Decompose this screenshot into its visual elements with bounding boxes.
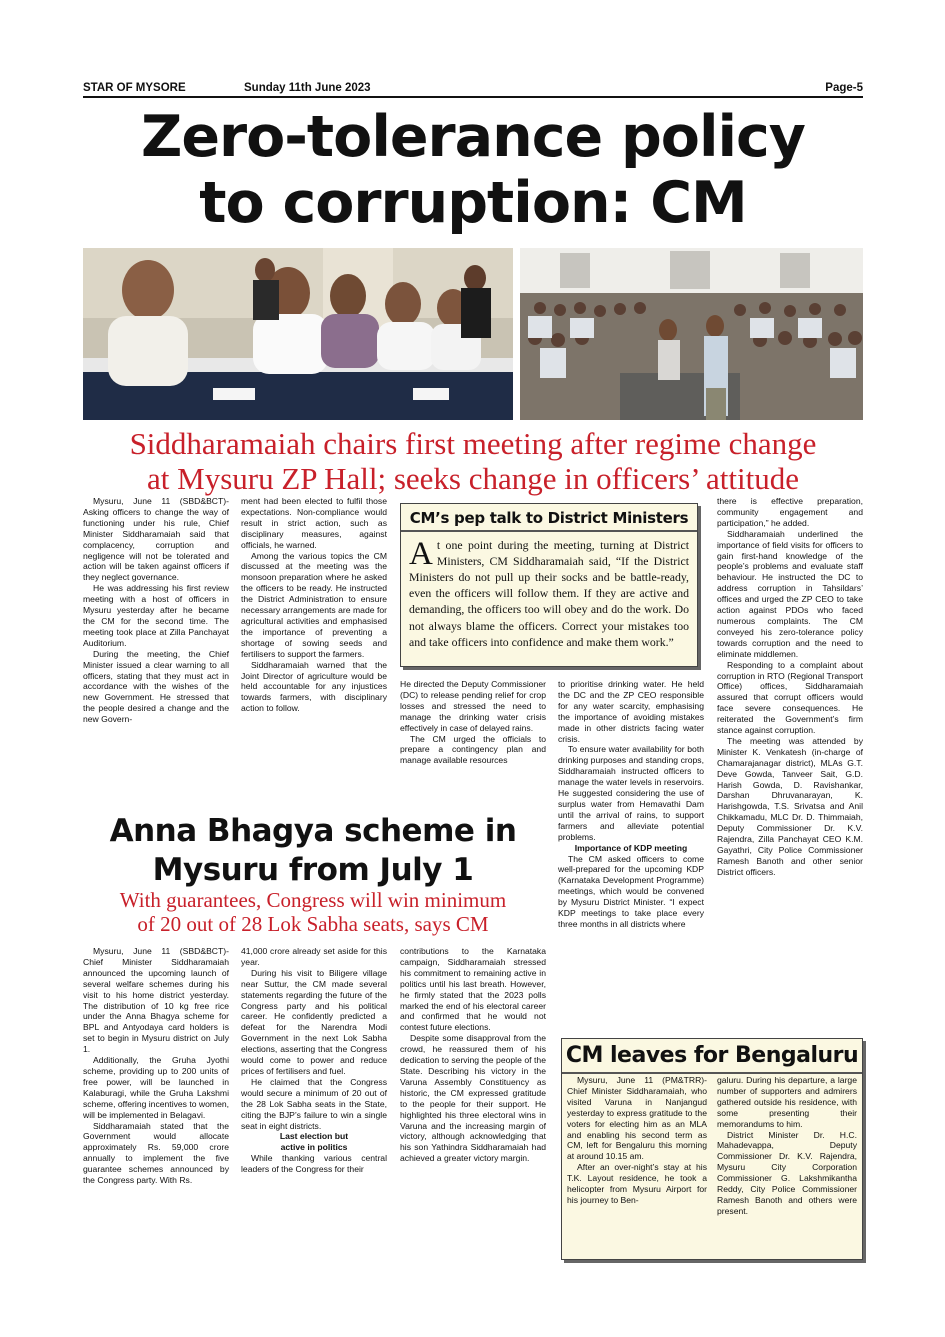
subheadline-line2: at Mysuru ZP Hall; seeks change in officers’ attitude — [147, 461, 799, 496]
bengaluru-column-1 — [567, 1075, 707, 1206]
main-headline — [78, 104, 868, 236]
paragraph: Mysuru, June 11 (SBD&BCT)- Chief Minister Siddharamaiah announced the upcoming launch of several welfare schemes during his visit to his home district yesterday. The distribution of 10 kg free rice under the Anna Bhagya scheme for BPL and Antyodaya card holders is set to begin in Mysuru district on July 1. — [83, 946, 229, 1055]
photo-meeting-dais — [83, 248, 513, 420]
paragraph: Despite some disapproval from the crowd, he reassured them of his dedication to serving the people of the State. Describing his victory in the Varuna Assembly Constituency as historic, the CM expressed gratitude to the people for their support. He highlighted his three electoral wins in Varuna and the increasing margin of victory, although acknowledging that his son Yathindra Siddharamaiah had achieved a greater victory margin. — [400, 1033, 546, 1164]
paragraph: During the meeting, the Chief Minister issued a clear warning to all officers, stating that they must act in accordance with the wishes of the new Government. He stressed that the people desired a change and the new Govern- — [83, 648, 229, 725]
paragraph: The CM urged the officials to prepare a contingency plan and manage available resources — [400, 733, 546, 766]
paragraph: Siddharamaiah warned that the Joint Director of agriculture would be held accountable for any injustices towards farmers, with disciplinary action to follow. — [241, 659, 387, 714]
paragraph: To ensure water availability for both drinking purposes and standing crops, Siddharamaiah instructed officers to manage the water levels in reservoirs. He suggested considering the use of surplus water from Hemavathi Dam until the arrival of rains, to support farmers and alleviate potential problems. — [558, 744, 704, 842]
paragraph: Siddharamaiah underlined the importance of field visits for officers to gain first-hand knowledge of the people’s problems and evaluate staff behaviour. He instructed the DC to address corruption in Tahsildars’ offices and urged the ZP CEO to take action against PDOs who faced numerous complaints. The CM conveyed his zero-tolerance policy towards corruption and the need to eliminate middlemen. — [717, 528, 863, 659]
bengaluru-column-2 — [717, 1075, 857, 1217]
story-subheadline — [83, 426, 863, 496]
story2-sub-line2: of 20 out of 28 Lok Sabha seats, says CM — [137, 911, 489, 936]
story2-column-1 — [83, 946, 229, 1186]
story2-sub-line1: With guarantees, Congress will win minimum — [119, 888, 507, 912]
masthead-rule — [83, 96, 863, 98]
paragraph: Mysuru, June 11 (PM&TRR)- Chief Minister Siddharamaiah, who visited Varuna in Nanjangud yesterday to express gratitude to the voters for electing him as an MLA and enabling his second term as CM, left for Bengaluru this morning at around 10.15 am. — [567, 1075, 707, 1162]
pep-talk-box — [400, 503, 698, 667]
story2-headline-line2: Mysuru from July 1 — [152, 852, 474, 888]
paragraph: After an over-night’s stay at his T.K. Layout residence, he took a helicopter from Mysuru Airport for his journey to Ben- — [567, 1162, 707, 1205]
paragraph: Additionally, the Gruha Jyothi scheme, providing up to 200 units of free power, will be launched in Kalaburagi, while the Gruha Lakshmi scheme, offering incentives to women, will be implemented in Belagavi. — [83, 1055, 230, 1120]
paragraph: galuru. During his departure, a large number of supporters and admirers gathered outside his residence, with some presenting their memorandums to him. — [717, 1075, 857, 1129]
paragraph: contributions to the Karnataka campaign, Siddharamaiah stressed his commitment to remaining active in politics until his last breath. However, he firmly stated that the 2023 polls marked the end of his electoral career and confirmed that he would not contest future elections. — [400, 946, 546, 1033]
story2-column-3 — [400, 946, 546, 1164]
paragraph: During his visit to Biligere village near Suttur, the CM made several statements regarding the future of the Congress party and his political career. He confidently predicted a defeat for the Narendra Modi Government in the next Lok Sabha elections, asserting that the Congress would come to power and reduce prices of fertilisers and fuel. — [241, 967, 387, 1076]
story1-column-2 — [241, 496, 387, 714]
box-divider — [562, 1072, 862, 1074]
paragraph: Mysuru, June 11 (SBD&BCT)- Asking officers to change the way of functioning under his rule, Chief Minister Siddharamaiah said that complacency, corruption and negligence will not be tolerated and action will be taken against officers if they neglect governance. — [83, 496, 229, 583]
photo-auditorium-audience — [520, 248, 863, 420]
pep-talk-body — [409, 537, 689, 650]
story2-headline-line1: Anna Bhagya scheme in — [109, 813, 517, 849]
paragraph: The CM asked officers to come well-prepared for the upcoming KDP (Karnataka Development Programme) meetings, which would be convened by Mysuru District Minister. “I expect KDP meetings to take place every three months in all districts where — [558, 853, 704, 929]
paragraph: ment had been elected to fulfil those expectations. Non-compliance would result in strict action, such as disciplinary measures, against officials, he warned. — [241, 496, 387, 550]
paragraph: He claimed that the Congress would secure a minimum of 20 out of the 28 Lok Sabha seats in the State, citing the BJP’s failure to win a single seat in eight districts. — [241, 1076, 387, 1131]
paragraph: there is effective preparation, community engagement and participation,” he added. — [717, 496, 863, 528]
section-subhead-line2: active in politics — [280, 1142, 348, 1153]
page-number: Page-5 — [825, 82, 863, 94]
bengaluru-box-title: CM leaves for Bengaluru — [565, 1043, 859, 1068]
story2-headline — [83, 812, 543, 890]
story1-column-1 — [83, 496, 229, 725]
paragraph: Siddharamaiah stated that the Government would allocate approximately Rs. 59,000 crore annually to implement the five guarantee schemes announced by the Congress party. With Rs. — [83, 1120, 229, 1186]
paragraph: While thanking various central leaders of the Congress for their — [241, 1153, 387, 1175]
story2-subheadline — [83, 889, 543, 936]
story1-column-3 — [400, 679, 546, 766]
pep-talk-title: CM’s pep talk to District Ministers — [409, 509, 689, 527]
main-headline-line1: Zero-tolerance policy — [141, 104, 805, 170]
section-subhead: Importance of KDP meeting — [574, 842, 688, 853]
section-subhead-line1: Last election but — [279, 1131, 349, 1142]
main-headline-line2: to corruption: CM — [199, 170, 747, 236]
paragraph: District Minister Dr. H.C. Mahadevappa, Deputy Commissioner Dr. K.V. Rajendra, Mysuru City Corporation Commissioner G. Lakshmikantha Reddy, City Police Commissioner Ramesh Banoth and others were present. — [717, 1129, 857, 1216]
issue-date: Sunday 11th June 2023 — [244, 82, 371, 94]
story2-column-2 — [241, 946, 387, 1175]
pep-talk-text: t one point during the meeting, turning at District Ministers, CM Siddharamaiah said, “If the District Ministers do not pull up their socks and be battle-ready, even the officers will follow them. If they are active and demanding, the officers too will obey and do the work. Do not always blame the officers. Correct your mistakes too and take officers into confidence and make them work.” — [409, 537, 689, 649]
box-divider — [401, 530, 697, 532]
paragraph: to prioritise drinking water. He held the DC and the ZP CEO responsible for any water scarcity, emphasising the importance of avoiding mistakes made in other districts facing water crisis. — [558, 679, 704, 744]
paragraph: The meeting was attended by Minister K. Venkatesh (in-charge of Chamarajanagar district), MLAs G.T. Deve Gowda, Tanveer Sait, G.D. Harish Gowda, D. Ravishankar, Darshan Dhruvanarayan, K. Harishgowda, T.S. Srivatsa and Anil Chikkamadu, MLC Dr. D. Thimmaiah, Deputy Commissioner Dr. K.V. Rajendra, Zilla Panchayat CEO K.M. Gayathri, City Police Commissioner Ramesh Banoth and other senior District officers. — [717, 735, 863, 877]
paragraph: He directed the Deputy Commissioner (DC) to release pending relief for crop losses and stressed the need to manage the drinking water crisis effectively in case of delayed rains. — [400, 679, 546, 733]
story1-column-4 — [558, 679, 704, 930]
story1-column-5 — [717, 496, 863, 878]
paragraph: Among the various topics the CM discussed at the meeting was the monsoon preparation where he asked the officers to be ready. He instructed the District Administration to ensure necessary arrangements are made for agricultural activities and emphasised the importance of preventing a shortage of sowing seeds and fertilisers to support the farmers. — [241, 550, 387, 659]
drop-cap: A — [409, 535, 433, 572]
bengaluru-box — [561, 1038, 863, 1260]
publication-name: STAR OF MYSORE — [83, 82, 186, 94]
paragraph: 41,000 crore already set aside for this year. — [241, 946, 387, 967]
paragraph: Responding to a complaint about corruption in RTO (Regional Transport Office) offices, Siddharamaiah assured that corrupt officers would face severe consequences. He reiterated the Government’s firm stance against corruption. — [717, 659, 863, 736]
subheadline-line1: Siddharamaiah chairs first meeting after regime change — [129, 426, 817, 461]
paragraph: He was addressing his first review meeting with a host of officers in Mysuru yesterday after he became the CM for the second time. The meeting took place at Zilla Panchayat Auditorium. — [83, 583, 229, 648]
